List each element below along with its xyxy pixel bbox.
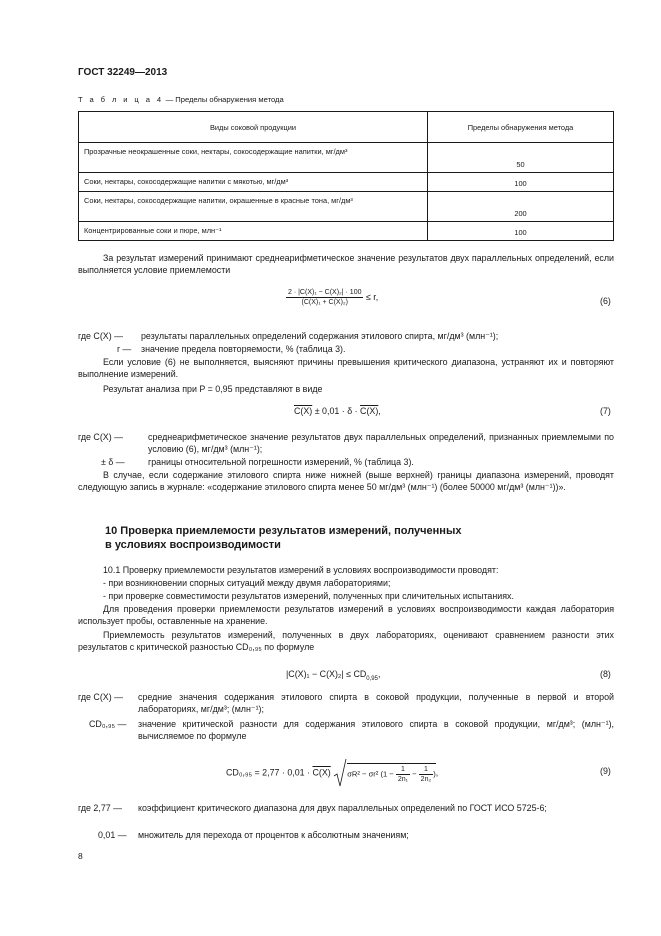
list-item-compatibility: - при проверке совместимости результатов измерений, полученных при сличительных испытаниях.	[103, 591, 514, 601]
where-key: ± δ —	[101, 457, 125, 467]
row-product-name: Прозрачные неокрашенные соки, нектары, сокосодержащие напитки, мг/дм³	[79, 143, 428, 173]
equation-7-mean-2: C(X)	[360, 406, 379, 416]
detection-limits-table	[78, 111, 614, 241]
where-desc: средние значения содержания этилового спирта в соковой продукции, полученные в первой и второй лабораториях, мг/дм³; (млн⁻¹);	[138, 692, 614, 715]
equation-7-number: (7)	[600, 406, 611, 416]
col-header-product: Виды соковой продукции	[79, 112, 428, 143]
equation-8	[286, 669, 381, 682]
equation-9-radicand: σR² − σr² (1 − $\frac{1}{\text{2n₁}}$ − $\frac{1}{\text{2n₂}}$ )	[347, 763, 436, 783]
equation-9-one: 1 −	[382, 769, 396, 779]
where-key: r —	[117, 344, 132, 354]
row-product-name: Концентрированные соки и пюре, млн⁻¹	[79, 222, 428, 241]
table-caption	[78, 95, 284, 104]
row-limit-value: 100	[428, 222, 614, 241]
equation-7-middle: ± 0,01 · δ ·	[312, 406, 361, 416]
equation-9	[226, 758, 438, 788]
paragraph-critical-difference: Приемлемость результатов измерений, полученных в двух лабораториях, оценивают сравнением разности этих результатов с критической разностью CD₀,₉₅ по формуле	[78, 630, 614, 653]
section-10-title	[105, 524, 461, 552]
where-desc: границы относительной погрешности измерений, % (таблица 3).	[148, 457, 414, 467]
equation-6-denominator: (C(X)₁ + C(X)₂)	[301, 299, 348, 306]
where-desc: коэффициент критического диапазона для двух параллельных определений по ГОСТ ИСО 5725-6;	[138, 803, 547, 813]
where-desc: множитель для перехода от процентов к абсолютным значениям;	[138, 830, 409, 840]
where-desc: значение предела повторяемости, % (таблица 3).	[141, 344, 346, 354]
equation-6-rhs: ≤ r,	[363, 291, 379, 302]
table-row	[79, 143, 614, 173]
paragraph-out-of-range: В случае, если содержание этилового спирта ниже нижней (выше верхней) границы диапазона измерений, проводят следующую запись в журнале: «содержание этилового спирта менее 50 мг/дм³ (млн⁻¹) (более 50000 мг/дм³ (млн⁻¹))».	[78, 470, 614, 493]
where-key: где 2,77 —	[78, 803, 123, 813]
document-code: ГОСТ 32249—2013	[78, 67, 168, 78]
row-product-name: Соки, нектары, сокосодержащие напитки с мякотью, мг/дм³	[79, 173, 428, 192]
where-desc: результаты параллельных определений содержания этилового спирта, мг/дм³ (млн⁻¹);	[141, 331, 499, 341]
row-limit-value: 50	[428, 143, 614, 173]
table-caption-prefix: Т а б л и ц а 4	[78, 95, 164, 104]
table-row	[79, 222, 614, 241]
fraction-1-numerator: 1	[396, 766, 410, 775]
table-caption-title: — Пределы обнаружения метода	[163, 95, 284, 104]
section-10-title-line1: 10 Проверка приемлемости результатов измерений, полученных	[105, 525, 462, 537]
paragraph-10-1: 10.1 Проверку приемлемости результатов измерений в условиях воспроизводимости проводят:	[103, 565, 499, 575]
equation-9-fraction-1	[396, 766, 410, 783]
equation-8-number: (8)	[600, 669, 611, 679]
fraction-1-denominator: 2n₁	[397, 776, 409, 783]
equation-9-mean: C(X)	[312, 767, 331, 778]
where-desc: значение критической разности для содержания этилового спирта в соковой продукции, мг/дм³; (млн⁻¹), вычисляемое по формуле	[138, 719, 614, 742]
paragraph-result-form: Результат анализа при P = 0,95 представляют в виде	[103, 384, 323, 394]
sqrt-sign-icon	[333, 758, 347, 788]
paragraph-condition-not-met: Если условие (6) не выполняется, выясняют причины превышения критического диапазона, устраняют их и повторяют выполнение измерений.	[78, 357, 614, 380]
equation-9-number: (9)	[600, 766, 611, 776]
table-header-row	[79, 112, 614, 143]
paragraph-samples: Для проведения проверки приемлемости результатов измерений в условиях воспроизводимости каждая лаборатория использует пробы, оставленные на хранение.	[78, 604, 614, 627]
row-limit-value: 100	[428, 173, 614, 192]
equation-9-fraction-2	[419, 766, 434, 783]
row-limit-value: 200	[428, 192, 614, 222]
equation-8-tail: ,	[377, 669, 381, 679]
row-product-name: Соки, нектары, сокосодержащие напитки, окрашенные в красные тона, мг/дм³	[79, 192, 428, 222]
where-desc: среднеарифметическое значение результатов двух параллельных определений, признанных приемлемыми по условию (6), мг/дм³ (млн⁻¹);	[148, 432, 614, 455]
equation-6	[286, 289, 378, 306]
equation-8-body: |C(X)₁ − C(X)₂| ≤ CD	[286, 669, 367, 679]
col-header-limit: Пределы обнаружения метода	[428, 112, 614, 143]
equation-6-number: (6)	[600, 296, 611, 306]
list-item-disputes: - при возникновении спорных ситуаций между двумя лабораториями;	[103, 578, 391, 588]
table-row	[79, 192, 614, 222]
where-key: где C(X) —	[78, 432, 123, 442]
equation-9-sigma-part: σR² − σr²	[347, 769, 379, 779]
equation-6-fraction	[286, 289, 363, 306]
paragraph-result-acceptance: За результат измерений принимают среднеарифметическое значение результатов двух параллельных определений, если выполняется условие приемлемости	[78, 253, 614, 276]
equation-7-tail: ,	[378, 406, 381, 416]
equation-9-lhs: CD₀,₉₅ = 2,77 · 0,01 ·	[226, 767, 313, 778]
equation-7	[294, 406, 381, 416]
where-key: где C(X) —	[78, 331, 123, 341]
equation-9-tail: ,	[435, 767, 439, 778]
where-key: где C(X) —	[78, 692, 123, 702]
section-10-title-line2: в условиях воспроизводимости	[105, 539, 281, 551]
equation-8-subscript: 0,95	[366, 675, 378, 682]
where-key: 0,01 —	[98, 830, 127, 840]
fraction-2-denominator: 2n₂	[420, 776, 432, 783]
where-key: CD₀,₉₅ —	[89, 719, 127, 729]
page-number: 8	[78, 851, 83, 861]
equation-7-mean: C(X)	[294, 406, 313, 416]
fraction-2-numerator: 1	[419, 766, 434, 775]
table-row	[79, 173, 614, 192]
equation-6-numerator: 2 · |C(X)₁ − C(X)₂| · 100	[288, 289, 362, 296]
